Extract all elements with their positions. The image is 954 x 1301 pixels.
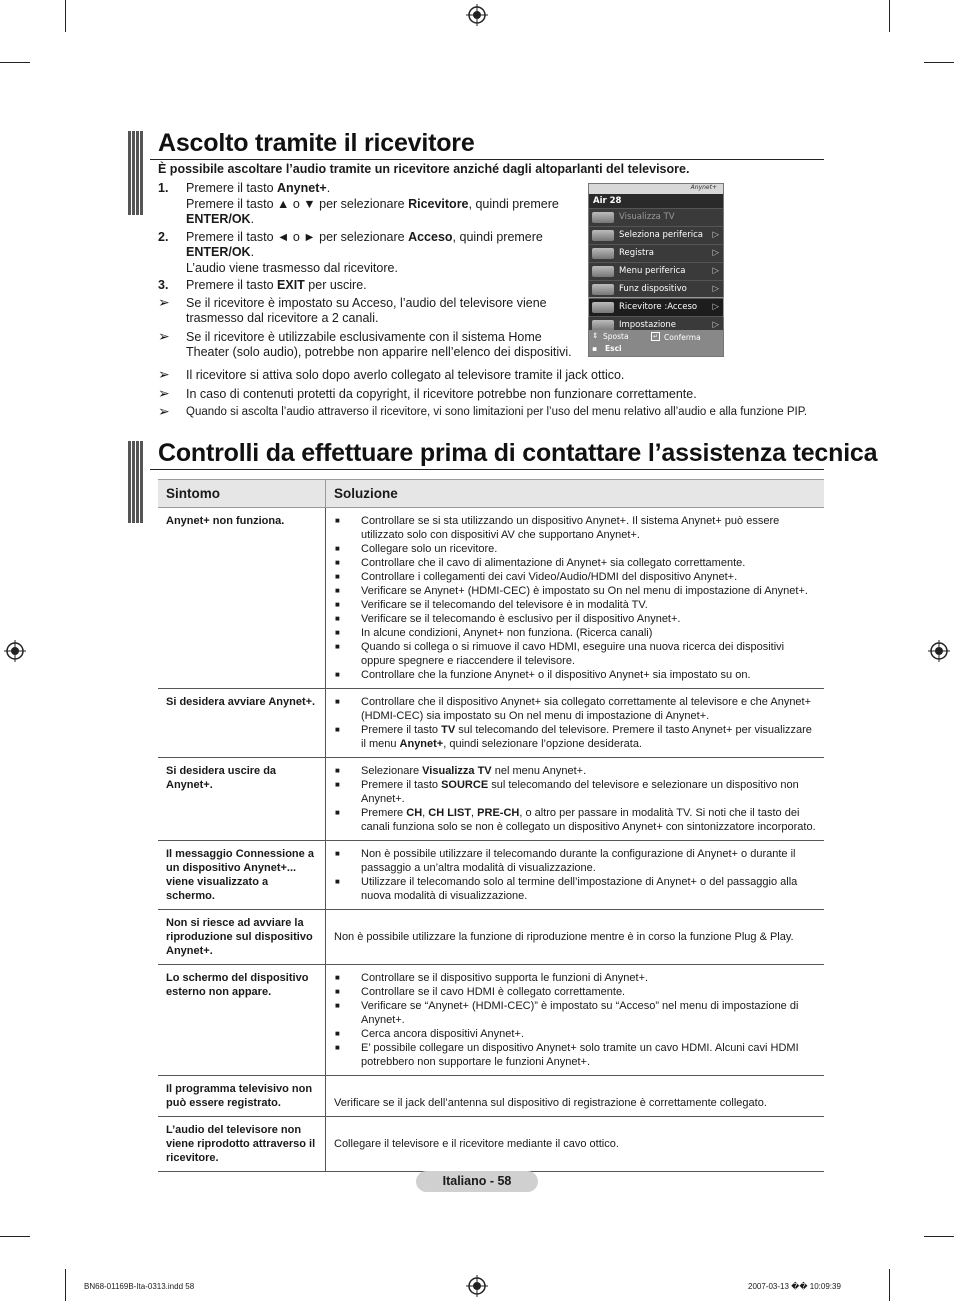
symptom-cell: Si desidera avviare Anynet+.	[158, 689, 326, 758]
osd-exit-icon: ▪	[592, 344, 598, 353]
section-side-bar	[128, 441, 144, 523]
chevron-right-icon: ▷	[712, 248, 719, 258]
registration-mark-icon	[928, 640, 950, 662]
page-number: Italiano - 58	[416, 1171, 538, 1192]
osd-move-icon: ⇕	[592, 331, 599, 340]
symptom-cell: Non si riesce ad avviare la riproduzione sul dispositivo Anynet+.	[158, 910, 326, 965]
osd-item-label: Visualizza TV	[619, 212, 675, 222]
table-row	[158, 508, 824, 689]
crop-mark	[924, 62, 954, 63]
solution-cell	[326, 508, 825, 689]
step-item	[158, 181, 588, 228]
solution-bullet: ■ Controllare che la funzione Anynet+ o il dispositivo Anynet+ sia impostato su on.	[334, 668, 816, 682]
osd-item-label: Seleziona periferica	[619, 230, 703, 240]
osd-channel: Air 28	[589, 194, 723, 208]
osd-menu-item	[589, 208, 723, 226]
osd-footer	[589, 330, 723, 356]
solution-bullet: ■ Verificare se il telecomando è esclusivo per il dispositivo Anynet+.	[334, 612, 816, 626]
chevron-right-icon: ▷	[712, 320, 719, 330]
step-line: L’audio viene trasmesso dal ricevitore.	[186, 260, 398, 275]
device-icon	[592, 284, 614, 295]
solution-cell	[326, 910, 825, 965]
step-line: ENTER/OK.	[186, 245, 255, 259]
osd-item-label: Ricevitore :Acceso	[619, 302, 698, 312]
osd-move-label: Sposta	[603, 332, 629, 341]
step-item	[158, 278, 588, 294]
note-item	[158, 368, 828, 384]
table-row	[158, 1117, 824, 1172]
solution-bullet: ■ In alcune condizioni, Anynet+ non funziona. (Ricerca canali)	[334, 626, 816, 640]
solution-cell	[326, 758, 825, 841]
step-number: 2.	[158, 229, 169, 244]
solution-bullet: ■ Controllare se si sta utilizzando un dispositivo Anynet+. Il sistema Anynet+ può essere utilizzato solo con dispositivi AV che supportano Anynet+.	[334, 514, 816, 542]
table-row	[158, 965, 824, 1076]
symptom-cell: Il programma televisivo non può essere registrato.	[158, 1076, 326, 1117]
solution-bullet: ■ Cerca ancora dispositivi Anynet+.	[334, 1027, 816, 1041]
note-text: Se il ricevitore è utilizzabile esclusivamente con il sistema Home Theater (solo audio), potrebbe non apparire nell’elenco dei dispositivi.	[186, 329, 572, 359]
registration-mark-icon	[466, 4, 488, 26]
table-row	[158, 758, 824, 841]
symptom-cell: L’audio del televisore non viene riprodotto attraverso il ricevitore.	[158, 1117, 326, 1172]
registration-mark-icon	[4, 640, 26, 662]
solution-bullet: ■ Premere il tasto TV sul telecomando del televisore. Premere il tasto Anynet+ per visualizzare il menu Anynet+, quindi selezionare l’opzione desiderata.	[334, 723, 816, 751]
imprint-right: 2007-03-13 �� 10:09:39	[748, 1282, 841, 1291]
solution-bullet: ■ Controllare se il cavo HDMI è collegato correttamente.	[334, 985, 816, 999]
solution-cell	[326, 1117, 825, 1172]
section-side-bar	[128, 131, 144, 215]
solution-bullet: ■ Verificare se “Anynet+ (HDMI-CEC)” è impostato su “Acceso” nel menu di impostazione di Anynet+.	[334, 999, 816, 1027]
chevron-right-icon: ▷	[712, 230, 719, 240]
table-row	[158, 1076, 824, 1117]
solution-bullet: ■ Premere il tasto SOURCE sul telecomando del televisore e selezionare un dispositivo non Anynet+.	[334, 778, 816, 806]
solution-bullet: ■ Non è possibile utilizzare il telecomando durante la configurazione di Anynet+ o durante il passaggio a un’altra modalità di visualizzazione.	[334, 847, 816, 875]
solution-bullet: ■ Verificare se il telecomando del televisore è in modalità TV.	[334, 598, 816, 612]
header-solution: Soluzione	[326, 480, 825, 508]
section-rule	[150, 159, 824, 160]
solution-text: Verificare se il jack dell’antenna sul dispositivo di registrazione è correttamente collegato.	[334, 1097, 767, 1109]
osd-item-label: Menu periferica	[619, 266, 686, 276]
crop-mark	[889, 0, 890, 32]
anynet-osd-menu	[588, 183, 724, 357]
osd-exit-label: Esci	[605, 344, 622, 353]
osd-enter-icon: ↵	[653, 333, 659, 340]
solution-bullet: ■ Selezionare Visualizza TV nel menu Anynet+.	[334, 764, 816, 778]
osd-item-label: Registra	[619, 248, 654, 258]
osd-menu-item	[589, 262, 723, 280]
troubleshooting-table	[158, 479, 824, 1172]
osd-menu-item	[589, 226, 723, 244]
symptom-cell: Lo schermo del dispositivo esterno non appare.	[158, 965, 326, 1076]
device-icon	[592, 302, 614, 313]
notes-wide	[158, 368, 828, 424]
registration-mark-icon	[466, 1275, 488, 1297]
step-line: ENTER/OK.	[186, 212, 255, 226]
intro-text: È possibile ascoltare l’audio tramite un ricevitore anziché dagli altoparlanti del televisore.	[158, 162, 690, 176]
device-icon	[592, 212, 614, 223]
step-number: 3.	[158, 278, 169, 292]
crop-mark	[65, 0, 66, 32]
step-number: 1.	[158, 181, 169, 195]
osd-brand: Anynet+	[690, 184, 717, 191]
note-text: Se il ricevitore è impostato su Acceso, l’audio del televisore viene trasmesso dal ricevitore a 2 canali.	[186, 295, 547, 325]
note-item	[158, 405, 828, 421]
symptom-cell: Anynet+ non funziona.	[158, 508, 326, 689]
steps-list	[158, 181, 588, 364]
solution-bullet: ■ Collegare solo un ricevitore.	[334, 542, 816, 556]
symptom-cell: Il messaggio Connessione a un dispositivo Anynet+... viene visualizzato a schermo.	[158, 841, 326, 910]
solution-bullet: ■ Verificare se Anynet+ (HDMI-CEC) è impostato su On nel menu di impostazione di Anynet+.	[334, 584, 816, 598]
note-arrow-icon: ➢	[158, 366, 170, 382]
crop-mark	[0, 1236, 30, 1237]
chevron-right-icon: ▷	[712, 284, 719, 294]
note-text: In caso di contenuti protetti da copyright, il ricevitore potrebbe non funzionare correttamente.	[186, 386, 697, 401]
chevron-right-icon: ▷	[712, 266, 719, 276]
step-item	[158, 230, 588, 277]
solution-cell	[326, 965, 825, 1076]
note-text: Quando si ascolta l’audio attraverso il ricevitore, vi sono limitazioni per l’uso del menu relativo all’audio e alla funzione PIP.	[186, 406, 808, 418]
note-arrow-icon: ➢	[158, 403, 170, 419]
solution-bullet: ■ Premere CH, CH LIST, PRE-CH, o altro per passare in modalità TV. Si noti che il tasto dei canali funziona solo se non è collegato un dispositivo Anynet+ con sintonizzatore incorporato.	[334, 806, 816, 834]
solution-bullet: ■ Controllare i collegamenti dei cavi Video/Audio/HDMI del dispositivo Anynet+.	[334, 570, 816, 584]
section-rule	[150, 469, 824, 470]
step-line: Premere il tasto EXIT per uscire.	[186, 278, 367, 292]
section-title-receiver: Ascolto tramite il ricevitore	[158, 129, 475, 157]
crop-mark	[889, 1269, 890, 1301]
solution-cell	[326, 1076, 825, 1117]
solution-bullet: ■ Controllare se il dispositivo supporta le funzioni di Anynet+.	[334, 971, 816, 985]
osd-menu-item	[589, 298, 723, 316]
solution-bullet: ■ Quando si collega o si rimuove il cavo HDMI, eseguire una nuova ricerca dei dispositivi oppure spegnere e riaccendere il televisore.	[334, 640, 816, 668]
osd-menu-item	[589, 280, 723, 298]
note-arrow-icon: ➢	[158, 293, 170, 310]
chevron-right-icon: ▷	[712, 302, 719, 312]
section-title-troubleshooting: Controlli da effettuare prima di contattare l’assistenza tecnica	[158, 439, 878, 467]
solution-text: Collegare il televisore e il ricevitore mediante il cavo ottico.	[334, 1138, 619, 1150]
osd-confirm-label: Conferma	[664, 333, 701, 342]
header-symptom: Sintomo	[158, 480, 326, 508]
note-arrow-icon: ➢	[158, 384, 170, 401]
solution-bullet: ■ Controllare che il cavo di alimentazione di Anynet+ sia collegato correttamente.	[334, 556, 816, 570]
solution-text: Non è possibile utilizzare la funzione di riproduzione mentre è in corso la funzione Plug & Play.	[334, 931, 794, 943]
solution-cell	[326, 841, 825, 910]
solution-bullet: ■ Controllare che il dispositivo Anynet+ sia collegato correttamente al televisore e che Anynet+ (HDMI-CEC) sia impostato su On nel menu di impostazione di Anynet+.	[334, 695, 816, 723]
device-icon	[592, 248, 614, 259]
note-item	[158, 384, 828, 403]
osd-menu-item	[589, 244, 723, 262]
table-row	[158, 910, 824, 965]
table-row	[158, 689, 824, 758]
device-icon	[592, 266, 614, 277]
crop-mark	[924, 1236, 954, 1237]
step-line: Premere il tasto ▲ o ▼ per selezionare Ricevitore, quindi premere	[186, 196, 559, 211]
device-icon	[592, 230, 614, 241]
step-line: Premere il tasto ◄ o ► per selezionare Acceso, quindi premere	[186, 229, 543, 244]
solution-bullet: ■ Utilizzare il telecomando solo al termine dell’impostazione di Anynet+ o del passaggio alla nuova modalità di visualizzazione.	[334, 875, 816, 903]
table-row	[158, 841, 824, 910]
step-line: Premere il tasto Anynet+.	[186, 181, 331, 195]
solution-cell	[326, 689, 825, 758]
note-text: Il ricevitore si attiva solo dopo averlo collegato al televisore tramite il jack ottico.	[186, 368, 625, 382]
note-arrow-icon: ➢	[158, 327, 170, 344]
osd-item-label: Impostazione	[619, 320, 676, 330]
osd-item-label: Funz dispositivo	[619, 284, 687, 294]
note-item	[158, 293, 588, 327]
note-item	[158, 327, 588, 361]
solution-bullet: ■ E’ possibile collegare un dispositivo Anynet+ solo tramite un cavo HDMI. Alcuni cavi HDMI potrebbero non supportare le funzioni Anynet+.	[334, 1041, 816, 1069]
symptom-cell: Si desidera uscire da Anynet+.	[158, 758, 326, 841]
crop-mark	[65, 1269, 66, 1301]
imprint-left: BN68-01169B-Ita-0313.indd 58	[84, 1282, 195, 1291]
crop-mark	[0, 62, 30, 63]
